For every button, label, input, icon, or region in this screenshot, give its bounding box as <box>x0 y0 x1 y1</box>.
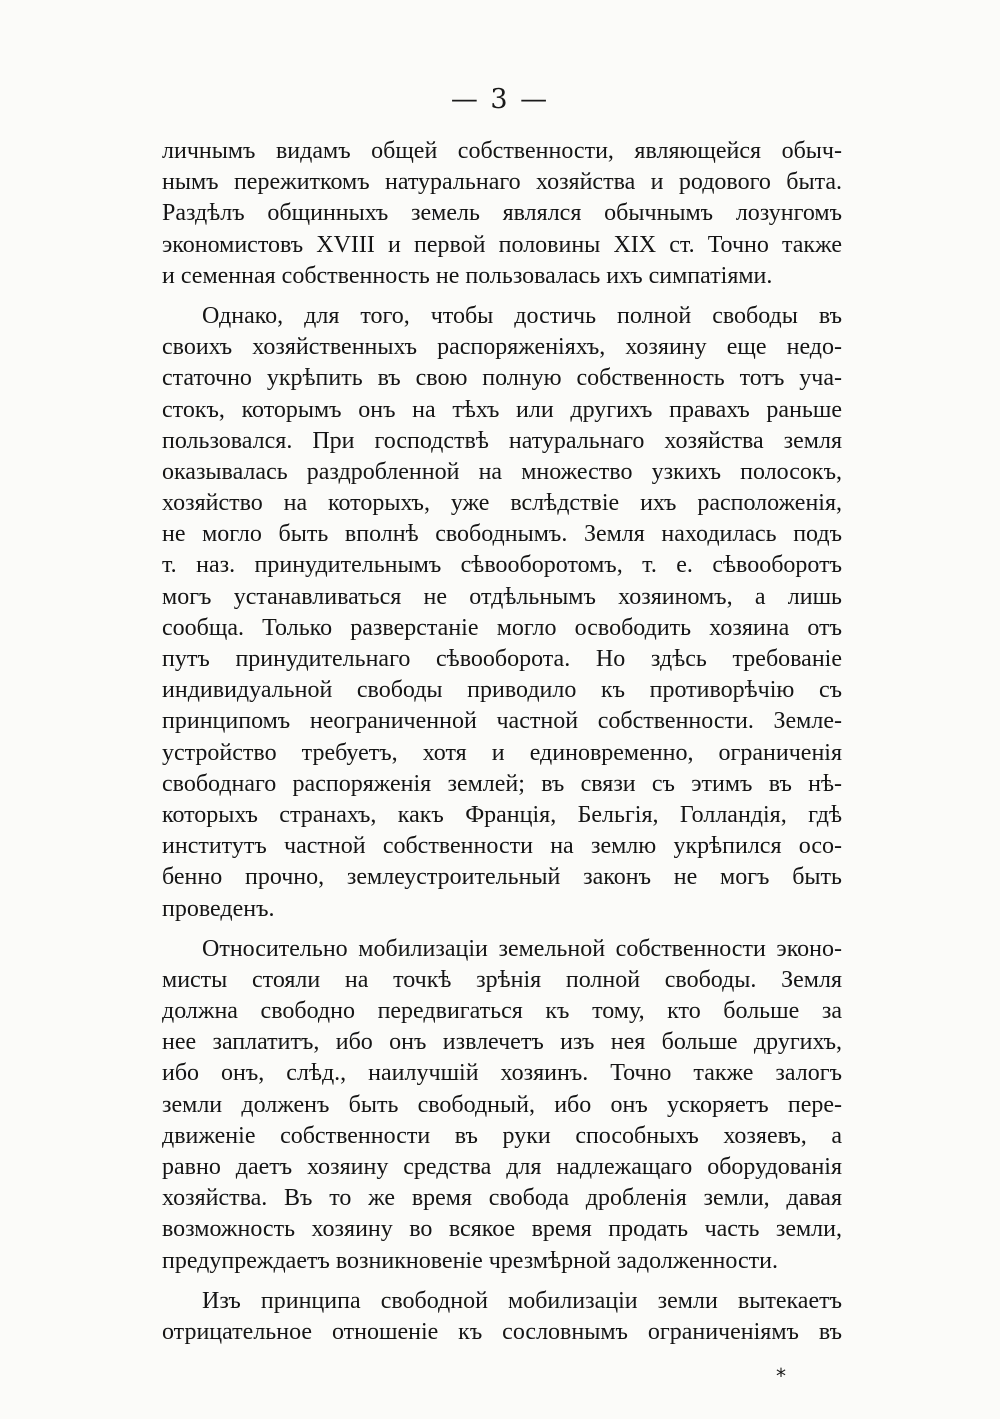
text-line: хозяйство на которыхъ, уже вслѣдствіе ихъ расположенія, <box>162 490 842 517</box>
text-line: нее заплатитъ, ибо онъ извлечетъ изъ нея больше другихъ, <box>162 1029 842 1056</box>
page-number: — 3 — <box>450 84 550 115</box>
text-line: равно даетъ хозяину средства для надлежащаго оборудованія <box>162 1154 842 1180</box>
text-line: индивидуальной свободы приводило къ противорѣчію съ <box>162 677 842 704</box>
text-line: личнымъ видамъ общей собственности, являющейся обыч- <box>162 138 842 164</box>
text-line: земли долженъ быть свободный, ибо онъ ускоряетъ пере- <box>162 1091 842 1118</box>
text-line: проведенъ. <box>162 895 275 922</box>
text-line: принципомъ неограниченной частной собственности. Земле- <box>162 708 842 735</box>
text-line: стокъ, которымъ онъ на тѣхъ или другихъ правахъ раньше <box>162 396 842 423</box>
text-line: устройство требуетъ, хотя и единовременно, ограниченія <box>162 739 842 766</box>
paragraph-2 <box>162 301 842 925</box>
text-line: статочно укрѣпить въ свою полную собственность тотъ уча- <box>162 365 842 392</box>
text-line: сообща. Только разверстаніе могло освободить хозяина отъ <box>162 614 842 641</box>
text-line: предупреждаетъ возникновеніе чрезмѣрной задолженности. <box>162 1247 778 1274</box>
text-line: и семенная собственность не пользовалась ихъ симпатіями. <box>162 262 773 289</box>
text-line: Относительно мобилизаціи земельной собственности эконо- <box>202 935 842 962</box>
text-line: могъ устанавливаться не отдѣльнымъ хозяиномъ, а лишь <box>162 583 842 610</box>
text-line: не могло быть вполнѣ свободнымъ. Земля находилась подъ <box>162 521 842 548</box>
text-line: экономистовъ XVIII и первой половины XIX ст. Точно также <box>162 231 842 258</box>
text-line: Изъ принципа свободной мобилизаціи земли вытекаетъ <box>202 1287 842 1314</box>
text-line: хозяйства. Въ то же время свобода дробленія земли, давая <box>162 1185 842 1212</box>
text-line: нымъ пережиткомъ натуральнаго хозяйства и родового быта. <box>162 169 842 196</box>
text-line: которыхъ странахъ, какъ Францiя, Бельгія, Голландія, гдѣ <box>162 801 842 828</box>
text-line: ибо онъ, слѣд., наилучшій хозяинъ. Точно также залогъ <box>162 1060 842 1087</box>
text-line: институтъ частной собственности на землю укрѣпился осо- <box>162 833 842 860</box>
text-line: бенно прочно, землеустроительный законъ не могъ быть <box>162 864 842 891</box>
text-line: т. наз. принудительнымъ сѣвооборотомъ, т. е. сѣвооборотъ <box>162 552 842 579</box>
text-line: движеніе собственности въ руки способныхъ хозяевъ, а <box>162 1122 842 1149</box>
signature-mark: * <box>776 1364 786 1388</box>
text-line: отрицательное отношеніе къ сословнымъ ограниченіямъ въ <box>162 1318 842 1345</box>
text-line: путъ принудительнаго сѣвооборота. Но здѣсь требованіе <box>162 646 842 672</box>
paragraph-4 <box>162 1286 842 1348</box>
paragraph-1 <box>162 136 842 292</box>
text-line: Однако, для того, чтобы достичь полной свободы въ <box>202 302 842 329</box>
text-line: должна свободно передвигаться къ тому, кто больше за <box>162 998 842 1025</box>
text-line: оказывалась раздробленной на множество узкихъ полосокъ, <box>162 458 842 485</box>
text-line: своихъ хозяйственныхъ распоряженіяхъ, хозяину еще недо- <box>162 334 842 361</box>
text-line: свободнаго распоряженія землей; въ связи съ этимъ въ нѣ- <box>162 770 842 797</box>
text-line: мисты стояли на точкѣ зрѣнія полной свободы. Земля <box>162 966 842 993</box>
text-line: возможность хозяину во всякое время продать часть земли, <box>162 1216 842 1243</box>
body-text <box>162 136 842 1348</box>
text-line: Раздѣлъ общинныхъ земель являлся обычнымъ лозунгомъ <box>162 200 842 227</box>
text-line: пользовался. При господствѣ натуральнаго хозяйства земля <box>162 427 842 454</box>
paragraph-3 <box>162 934 842 1277</box>
